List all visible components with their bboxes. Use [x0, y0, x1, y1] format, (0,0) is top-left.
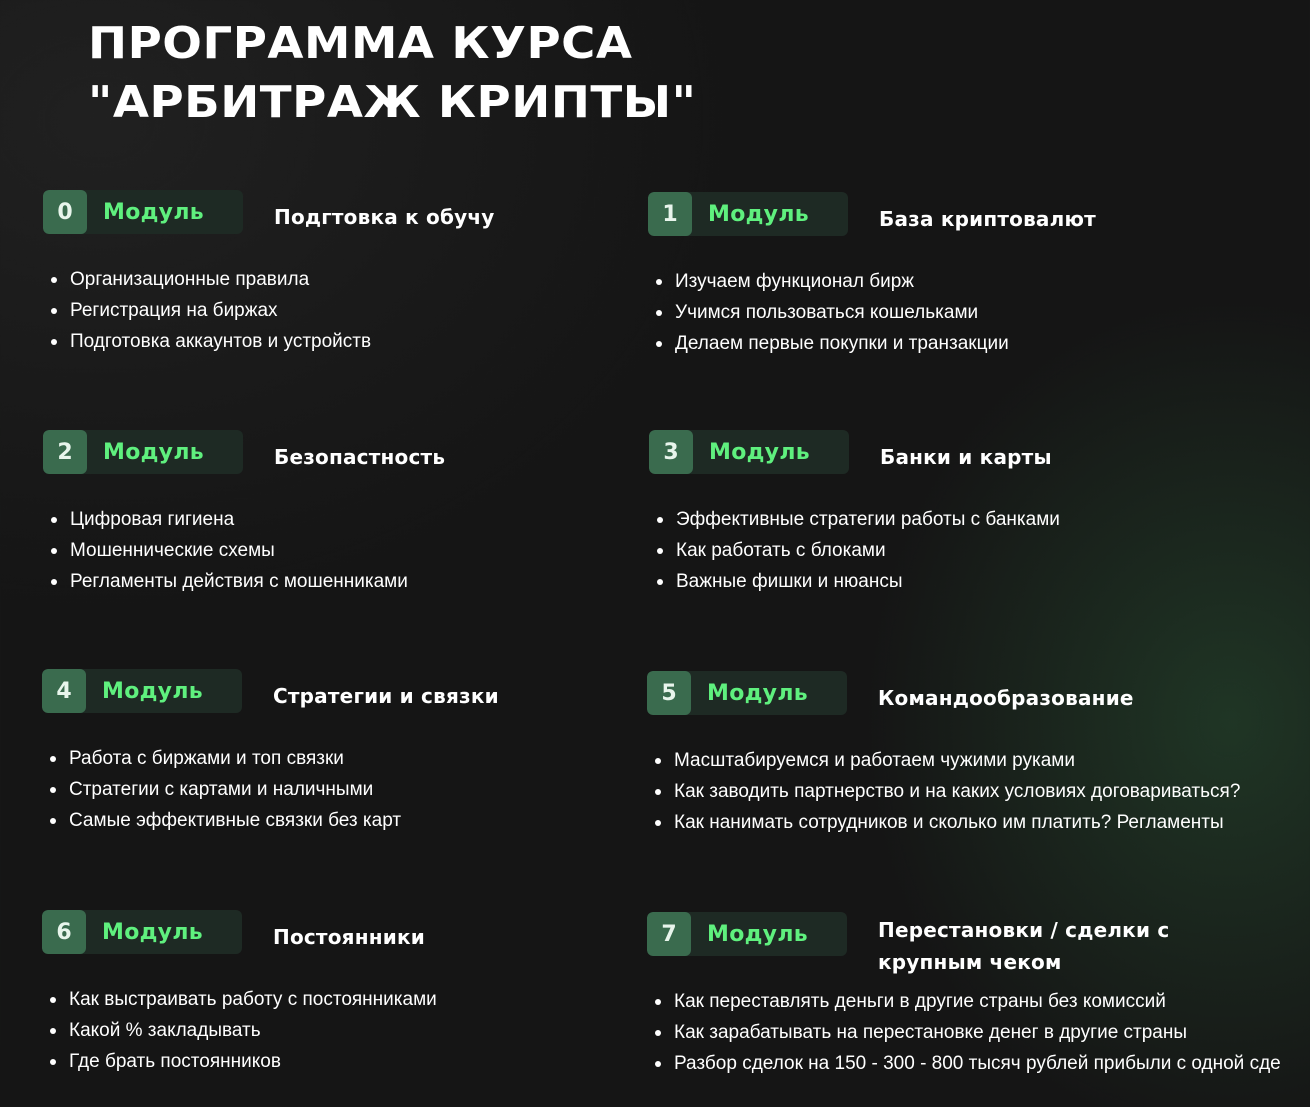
module-label: Модуль [708, 201, 809, 227]
module-title: Постоянники [273, 925, 425, 949]
module-badge [648, 192, 848, 236]
module-points [656, 266, 1310, 359]
list-item: Регламенты действия с мошенниками [51, 566, 751, 597]
module-title: Банки и карты [880, 445, 1052, 469]
module-label: Модуль [709, 439, 810, 465]
list-item: Подготовка аккаунтов и устройств [51, 326, 751, 357]
module-number: 4 [42, 669, 86, 713]
module-title: Перестановки / сделки с крупным чеком [878, 918, 1170, 974]
list-item: Стратегии с картами и наличными [50, 774, 750, 805]
module-label: Модуль [103, 199, 204, 225]
module-label: Модуль [103, 439, 204, 465]
module-title: Стратегии и связки [273, 684, 499, 708]
module-points [655, 745, 1310, 838]
list-item: Цифровая гигиена [51, 504, 751, 535]
module-number: 2 [43, 430, 87, 474]
module-label: Модуль [707, 921, 808, 947]
module-title: Командообразование [878, 686, 1134, 710]
module-points [51, 264, 751, 357]
module-badge [649, 430, 849, 474]
list-item: Самые эффективные связки без карт [50, 805, 750, 836]
module-badge [647, 912, 847, 956]
list-item: Учимся пользоваться кошельками [656, 297, 1310, 328]
module-number: 0 [43, 190, 87, 234]
module-points [50, 743, 750, 836]
list-item: Как заводить партнерство и на каких условиях договариваться? [655, 776, 1310, 807]
list-item: Где брать постоянников [50, 1046, 750, 1077]
list-item: Эффективные стратегии работы с банками [657, 504, 1310, 535]
list-item: Работа с биржами и топ связки [50, 743, 750, 774]
module-label: Модуль [102, 919, 203, 945]
list-item: Организационные правила [51, 264, 751, 295]
module-badge [43, 430, 243, 474]
list-item: Важные фишки и нюансы [657, 566, 1310, 597]
module-label: Модуль [707, 680, 808, 706]
module-number: 5 [647, 671, 691, 715]
module-badge [43, 190, 243, 234]
module-badge [647, 671, 847, 715]
page-title-line-1: ПРОГРАММА КУРСА [88, 18, 633, 69]
list-item: Какой % закладывать [50, 1015, 750, 1046]
module-points [657, 504, 1310, 597]
page-title [88, 14, 696, 132]
list-item: Как работать с блоками [657, 535, 1310, 566]
module-number: 7 [647, 912, 691, 956]
list-item: Как выстраивать работу с постоянниками [50, 984, 750, 1015]
list-item: Как зарабатывать на перестановке денег в другие страны [655, 1017, 1310, 1048]
list-item: Масштабируемся и работаем чужими руками [655, 745, 1310, 776]
module-number: 1 [648, 192, 692, 236]
module-title: Безопастность [274, 445, 446, 469]
module-points [50, 984, 750, 1077]
module-badge [42, 669, 242, 713]
list-item: Изучаем функционал бирж [656, 266, 1310, 297]
module-badge [42, 910, 242, 954]
page-title-line-2: "АРБИТРАЖ КРИПТЫ" [88, 77, 697, 128]
list-item: Делаем первые покупки и транзакции [656, 328, 1310, 359]
module-number: 6 [42, 910, 86, 954]
list-item: Мошеннические схемы [51, 535, 751, 566]
list-item: Разбор сделок на 150 - 300 - 800 тысяч рублей прибыли с одной сде [655, 1048, 1310, 1079]
list-item: Регистрация на биржах [51, 295, 751, 326]
module-title: Подгтовка к обучу [274, 205, 495, 229]
module-label: Модуль [102, 678, 203, 704]
module-points [655, 986, 1310, 1079]
list-item: Как переставлять деньги в другие страны без комиссий [655, 986, 1310, 1017]
module-number: 3 [649, 430, 693, 474]
module-points [51, 504, 751, 597]
module-title: База криптовалют [879, 207, 1096, 231]
list-item: Как нанимать сотрудников и сколько им платить? Регламенты [655, 807, 1310, 838]
